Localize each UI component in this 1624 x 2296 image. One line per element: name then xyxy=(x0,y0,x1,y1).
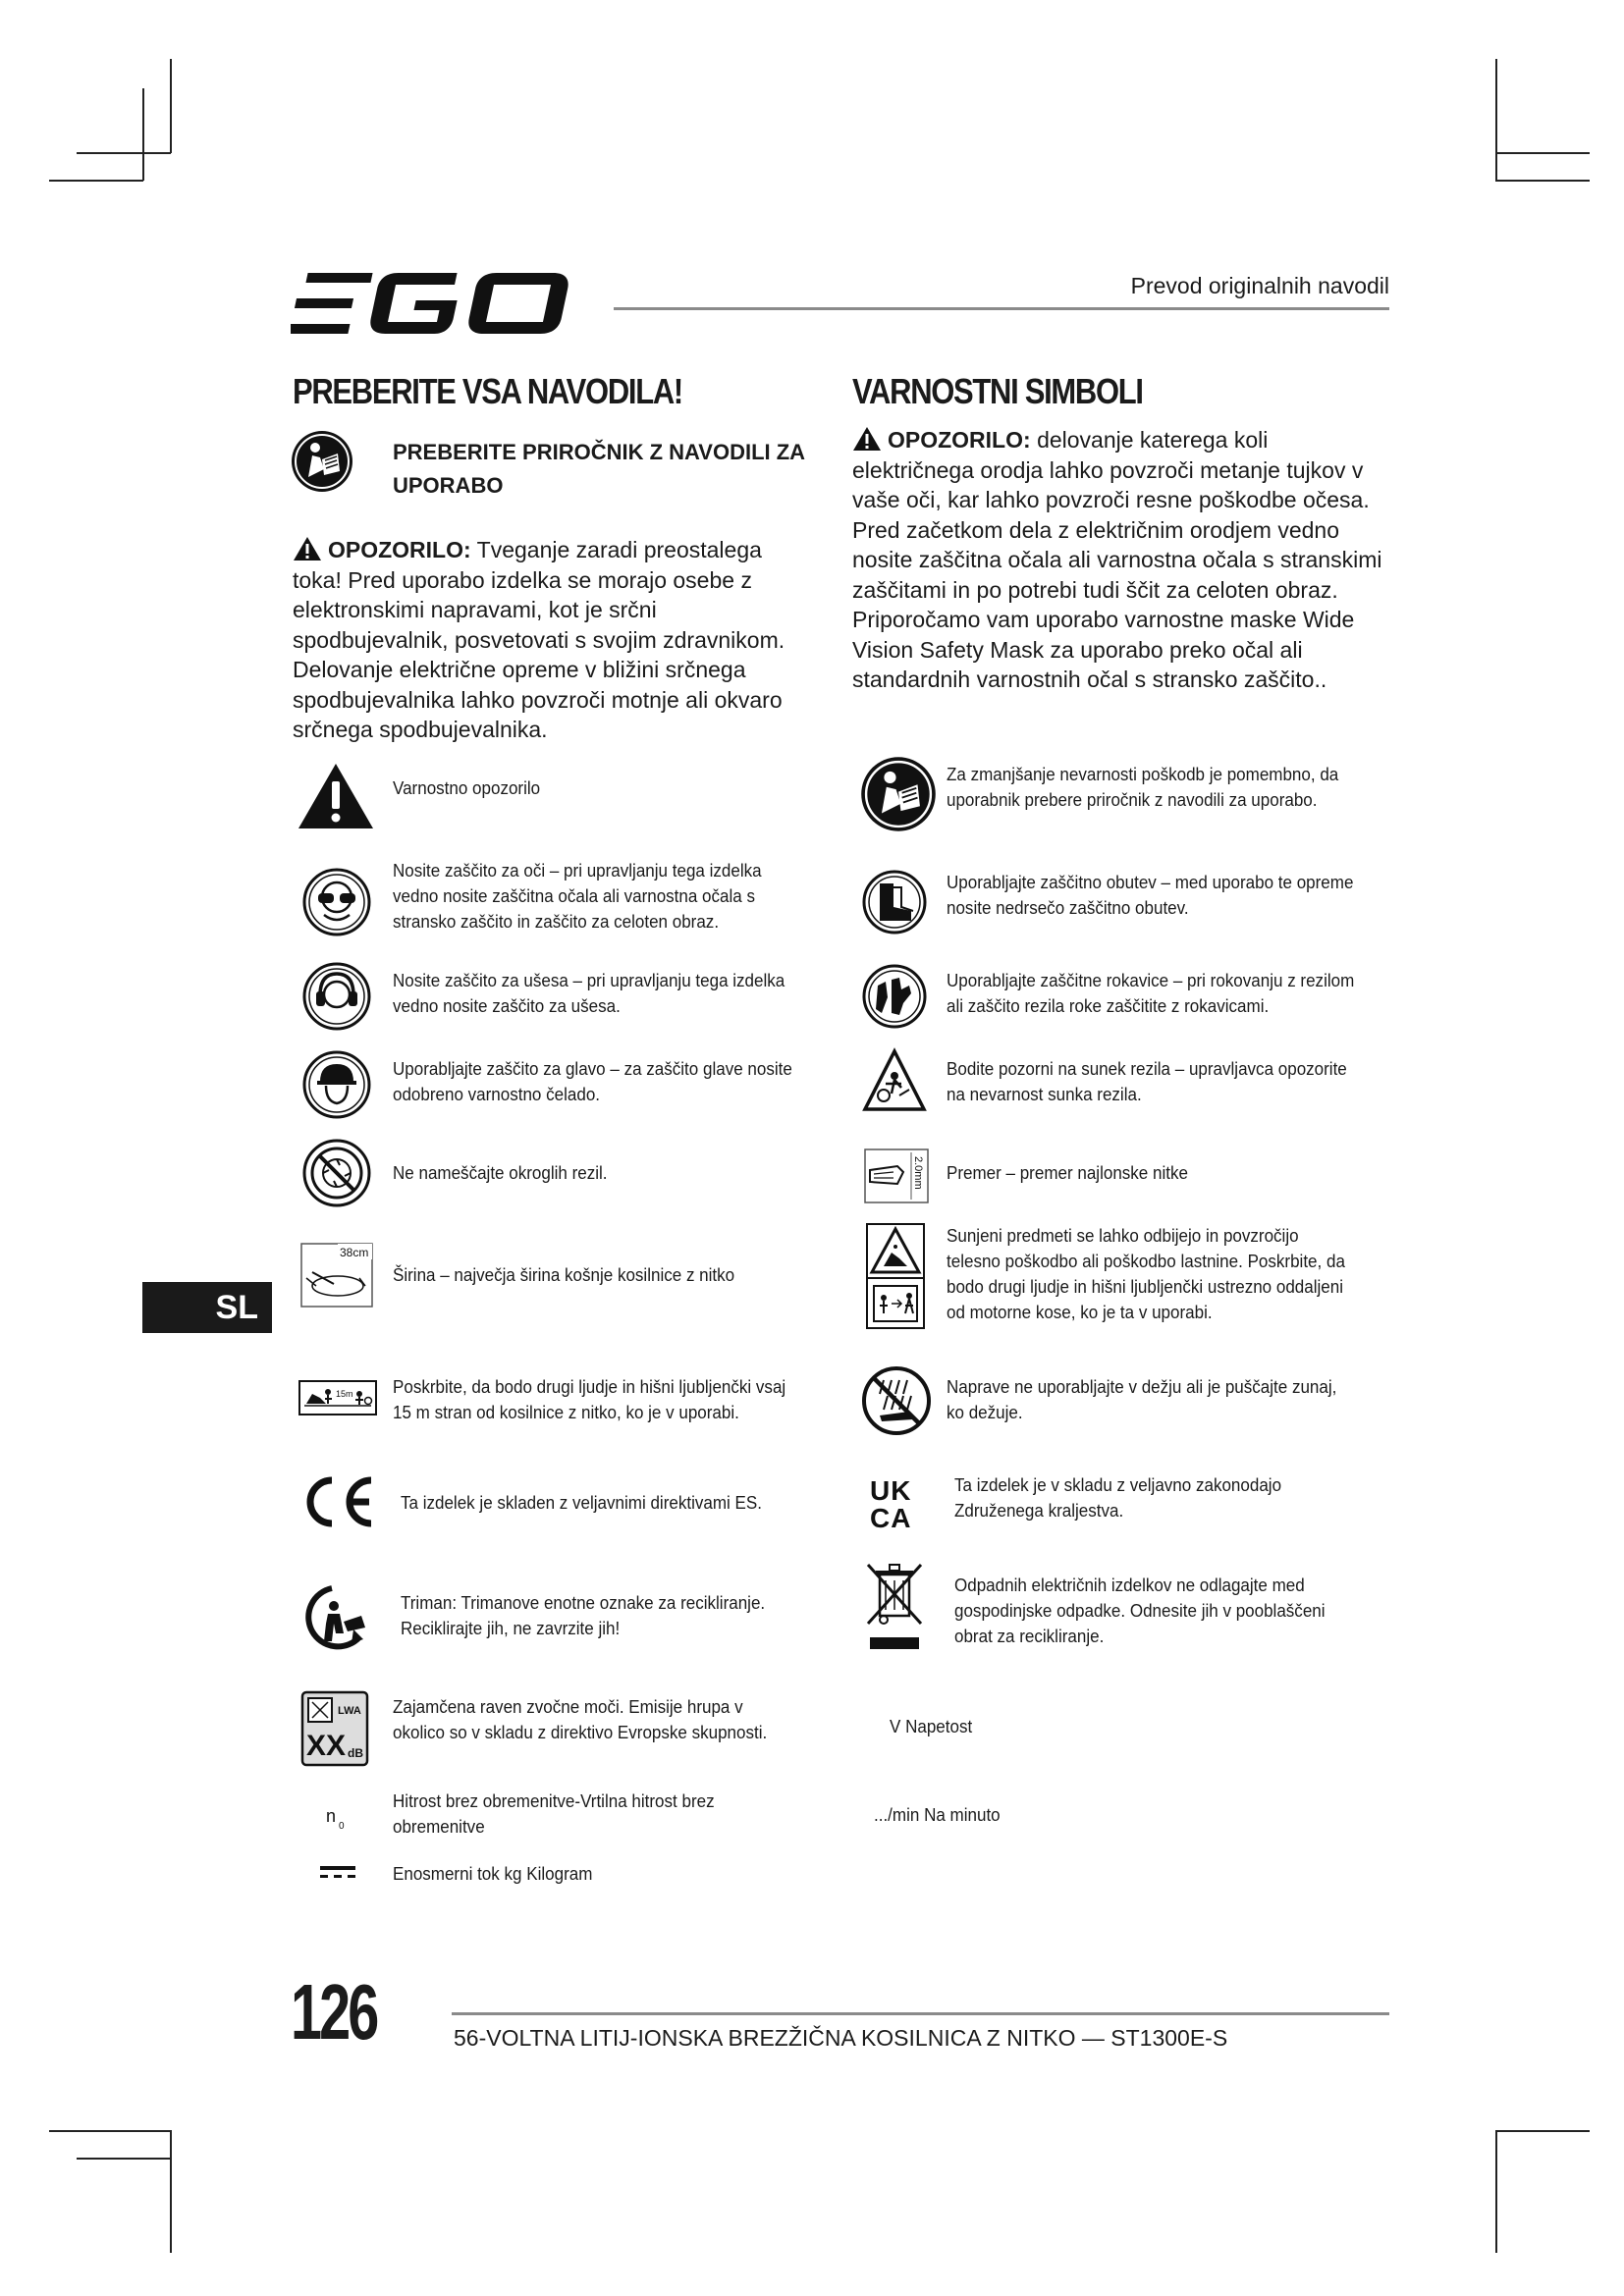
read-manual-icon xyxy=(291,430,353,493)
symbol-safety-boots xyxy=(862,870,927,934)
symbol-text: Ta izdelek je skladen z veljavnimi direktivami ES. xyxy=(401,1492,762,1513)
thrown-objects-icon xyxy=(866,1223,925,1329)
symbol-text: Naprave ne uporabljajte v dežju ali je puščajte zunaj, ko dežuje. xyxy=(947,1376,1337,1422)
symbol-weee xyxy=(864,1561,925,1655)
crop-mark xyxy=(1495,2130,1497,2253)
crop-mark xyxy=(1495,152,1590,154)
footer-rule xyxy=(452,2012,1389,2015)
no-circular-blades-icon xyxy=(302,1139,371,1207)
symbol-line-diameter xyxy=(864,1148,929,1203)
symbol-text: Bodite pozorni na sunek rezila – upravljavca opozorite na nevarnost sunka rezila. xyxy=(947,1058,1347,1104)
footer-title: 56-VOLTNA LITIJ-IONSKA BREZŽIČNA KOSILNICA Z NITKO — ST1300E-S xyxy=(454,2025,1228,2051)
symbol-ce-mark xyxy=(298,1472,375,1531)
symbol-triman xyxy=(298,1582,375,1655)
crop-mark xyxy=(49,180,143,182)
symbol-text: Širina – največja širina košnje kosilnice z nitko xyxy=(393,1264,735,1285)
symbol-text: Zajamčena raven zvočne moči. Emisije hrupa v okolico so v skladu z direktivo Evropske skupnosti. xyxy=(393,1696,768,1742)
no-load-speed-symbol xyxy=(324,1804,353,1834)
no-rain-icon xyxy=(862,1366,931,1435)
right-warning-paragraph xyxy=(852,425,1390,695)
sound-level-value: XX xyxy=(306,1730,347,1762)
weee-bin-icon xyxy=(864,1561,925,1655)
direct-current-icon xyxy=(318,1863,357,1881)
page-number: 126 xyxy=(291,1968,377,2056)
section-heading-read-instructions: PREBERITE VSA NAVODILA! xyxy=(293,371,682,411)
symbol-text: Ta izdelek je v skladu z veljavno zakonodajo Združenega kraljestva. xyxy=(954,1474,1282,1521)
crop-mark xyxy=(49,2130,172,2132)
warning-triangle-icon xyxy=(852,426,882,452)
blade-thrust-icon xyxy=(862,1048,927,1113)
crop-mark xyxy=(1495,180,1590,182)
symbol-sound-power xyxy=(300,1690,369,1767)
symbol-text: Enosmerni tok kg Kilogram xyxy=(393,1863,593,1884)
symbol-no-rain xyxy=(862,1366,931,1435)
symbol-text: Hitrost brez obremenitve-Vrtilna hitrost brez obremenitve xyxy=(393,1790,715,1837)
ukca-top-label: UK xyxy=(870,1475,912,1506)
symbol-text: Premer – premer najlonske nitke xyxy=(947,1162,1188,1183)
symbol-warning xyxy=(297,762,375,830)
head-protection-icon xyxy=(302,1050,371,1119)
cutting-width-label: 38cm xyxy=(340,1246,369,1259)
crop-mark xyxy=(170,59,172,153)
symbol-read-manual xyxy=(860,756,937,832)
crop-mark xyxy=(142,88,144,181)
sound-unit-label: dB xyxy=(348,1746,363,1760)
warning-text: Tveganje zaradi preostalega toka! Pred uporabo izdelka se morajo osebe z elektronskimi napravami, kot je srčni spodbujevalnik, posvetovati s svojim zdravnikom. Delovanje električne opreme v bližini srčnega spodbujevalnika lahko povzroči motnje ali okvaro srčnega spodbujevalnika. xyxy=(293,537,785,742)
symbol-eye-protection xyxy=(302,868,371,936)
line-diameter-icon xyxy=(864,1148,929,1203)
symbol-blade-thrust xyxy=(862,1048,927,1113)
symbol-text: Ne nameščajte okroglih rezil. xyxy=(393,1162,608,1183)
symbol-text: Varnostno opozorilo xyxy=(393,777,541,798)
crop-mark xyxy=(1495,2130,1590,2132)
symbol-direct-current xyxy=(318,1863,357,1881)
safety-boots-icon xyxy=(862,870,927,934)
symbol-head-protection xyxy=(302,1050,371,1119)
symbol-text: Poskrbite, da bodo drugi ljudje in hišni ljubljenčki vsaj 15 m stran od kosilnice z nitko, ko je v uporabi. xyxy=(393,1376,786,1422)
warning-triangle-icon xyxy=(293,536,322,561)
symbol-keep-bystanders-away xyxy=(298,1380,377,1415)
sound-power-icon xyxy=(300,1690,369,1767)
ce-mark-icon xyxy=(298,1472,375,1531)
svg-text:0: 0 xyxy=(339,1821,345,1832)
crop-mark xyxy=(170,2130,172,2253)
symbol-cutting-width xyxy=(300,1243,373,1308)
distance-label: 15m xyxy=(336,1389,353,1399)
svg-text:CE: CE xyxy=(298,1472,300,1473)
symbol-text: Nosite zaščito za oči – pri upravljanju tega izdelka vedno nosite zaščitna očala ali varnostna očala s stransko zaščito in zaščito za celoten obraz. xyxy=(393,860,762,932)
section-heading-safety-symbols: VARNOSTNI SIMBOLI xyxy=(852,371,1143,411)
symbol-text: Triman: Trimanove enotne oznake za recikliranje. Reciklirajte jih, ne zavrzite jih! xyxy=(401,1592,766,1638)
ear-protection-icon xyxy=(302,962,371,1031)
ukca-bottom-label: CA xyxy=(870,1503,912,1533)
header-rule xyxy=(614,307,1389,310)
read-manual-badge xyxy=(291,430,353,493)
crop-mark xyxy=(1495,59,1497,182)
symbol-text: Sunjeni predmeti se lahko odbijejo in povzročijo telesno poškodbo ali poškodbo lastnine. Poskrbite, da bodo drugi ljudje in hišni ljubljenčki ustrezno oddaljeni od motorne kose, ko je ta v uporabi. xyxy=(947,1225,1345,1322)
sound-level-label: LWA xyxy=(338,1705,361,1717)
left-warning-paragraph xyxy=(293,535,813,745)
svg-text:n: n xyxy=(326,1806,337,1826)
symbol-text: Nosite zaščito za ušesa – pri upravljanju tega izdelka vedno nosite zaščito za ušesa. xyxy=(393,970,785,1016)
gloves-icon xyxy=(862,964,927,1029)
line-diameter-label: 2.0mm xyxy=(912,1156,924,1190)
symbol-text: Odpadnih električnih izdelkov ne odlagajte med gospodinjske odpadke. Odnesite jih v pooblaščeni obrat za recikliranje. xyxy=(954,1575,1326,1646)
symbol-thrown-objects xyxy=(866,1223,925,1329)
crop-mark xyxy=(77,152,171,154)
symbol-no-circular-blades xyxy=(302,1139,371,1207)
triman-icon xyxy=(298,1582,375,1655)
symbol-no-load-speed xyxy=(324,1804,353,1834)
symbol-ear-protection xyxy=(302,962,371,1031)
symbol-text-per-minute: .../min Na minuto xyxy=(874,1804,1001,1825)
crop-mark xyxy=(77,2158,171,2160)
warning-label: OPOZORILO: xyxy=(888,427,1031,453)
warning-text: delovanje katerega koli električnega orodja lahko povzroči metanje tujkov v vaše oči, kar lahko povzroči resne poškodbe očesa. Pred začetkom dela z električnim orodjem vedno nosite zaščitna očala ali varnostna očala s stranskimi zaščitami in po potrebi tudi ščit za celoten obraz. Priporočamo vam uporabo varnostne maske Wide Vision Safety Mask za uporabo preko očal ali standardnih varnostnih očal s stransko zaščito.. xyxy=(852,427,1382,692)
read-manual-icon xyxy=(860,756,937,832)
read-manual-title: PREBERITE PRIROČNIK Z NAVODILI ZA UPORABO xyxy=(393,440,805,498)
eye-protection-icon xyxy=(302,868,371,936)
symbol-gloves xyxy=(862,964,927,1029)
symbol-text: Uporabljajte zaščito za glavo – za zaščito glave nosite odobreno varnostno čelado. xyxy=(393,1058,792,1104)
language-tab: SL xyxy=(142,1282,272,1333)
ukca-mark-icon xyxy=(866,1474,925,1531)
symbol-text-voltage: V Napetost xyxy=(890,1716,973,1736)
symbol-text: Uporabljajte zaščitne rokavice – pri rokovanju z rezilom ali zaščito rezila roke zaščitite z rokavicami. xyxy=(947,970,1355,1016)
ego-logo xyxy=(291,271,585,336)
symbol-text: Uporabljajte zaščitno obutev – med uporabo te opreme nosite nedrsečo zaščitno obutev. xyxy=(947,872,1354,918)
symbol-ukca-mark xyxy=(866,1474,925,1531)
keep-bystanders-away-icon xyxy=(298,1380,377,1415)
warning-triangle-icon xyxy=(297,762,375,830)
document-type-label: Prevod originalnih navodil xyxy=(1130,273,1389,298)
cutting-width-icon xyxy=(300,1243,373,1308)
warning-label: OPOZORILO: xyxy=(328,537,471,562)
symbol-text: Za zmanjšanje nevarnosti poškodb je pomembno, da uporabnik prebere priročnik z navodili za uporabo. xyxy=(947,764,1339,810)
